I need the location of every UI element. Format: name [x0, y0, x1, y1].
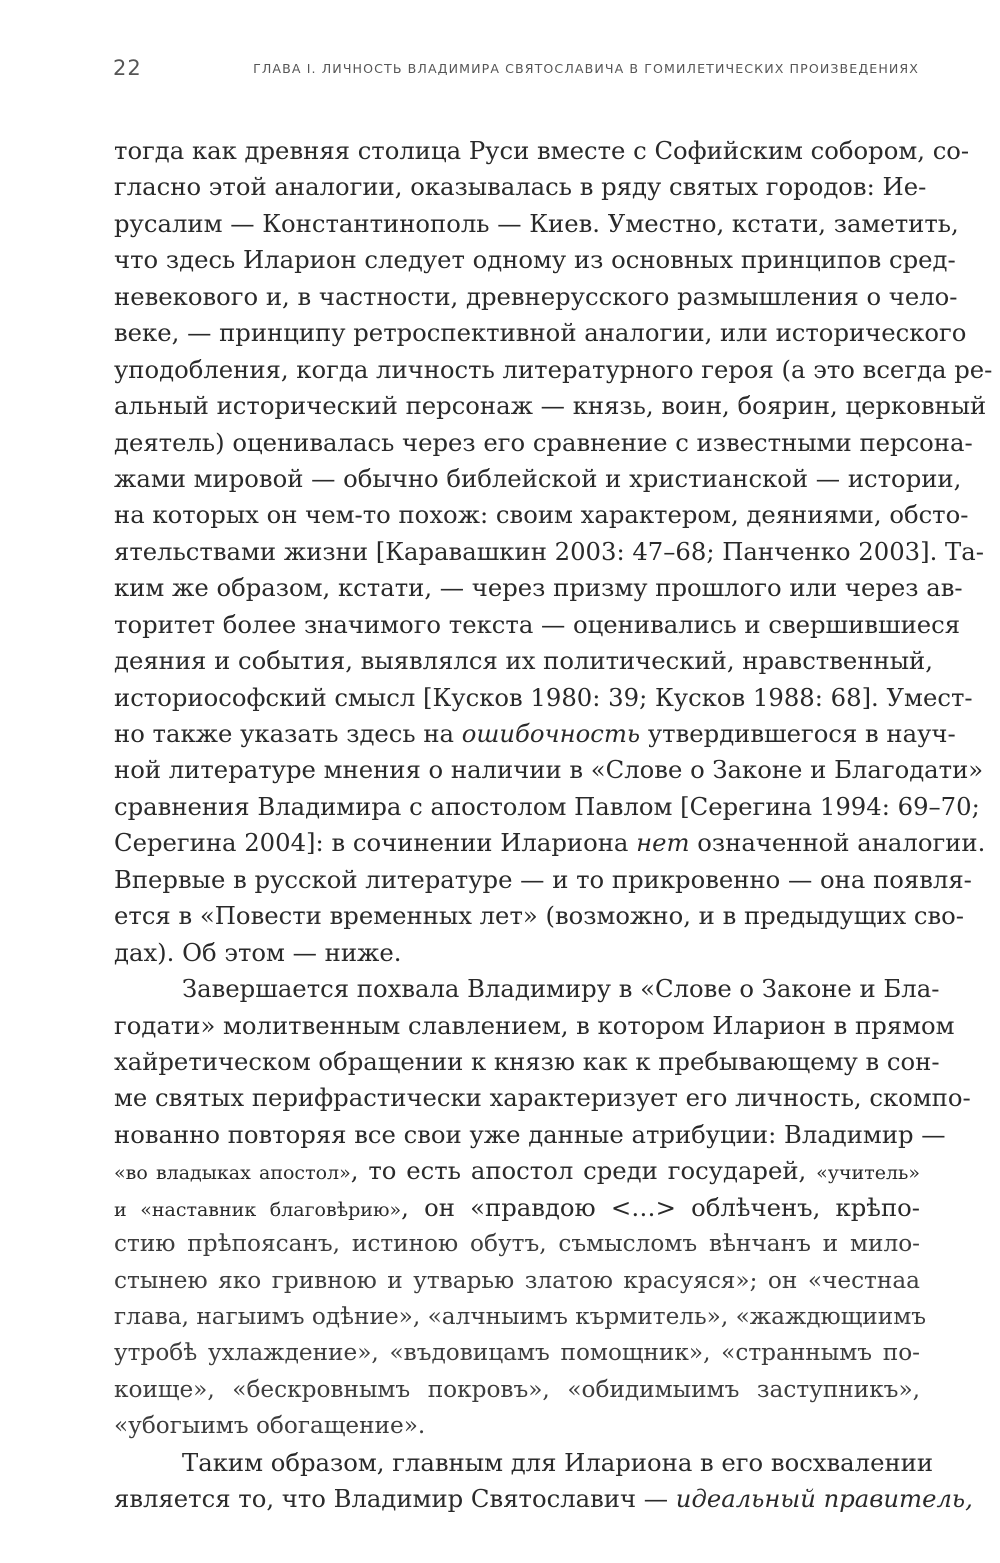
text-line: альный исторический персонаж — князь, воин, боярин, церковный — [114, 391, 987, 421]
text-line: гласно этой аналогии, оказывалась в ряду святых городов: Ие- — [114, 172, 927, 202]
text-line: годати» молитвенным славлением, в котором Иларион в прямом — [114, 1010, 955, 1040]
emphasis-text: ошибочность — [461, 719, 641, 748]
running-header — [113, 58, 919, 82]
text-line — [114, 825, 986, 861]
text-line: хайретическом обращении к князю как к пребывающему в сон- — [114, 1046, 940, 1076]
old-russian-quote: «учитель» — [816, 1162, 920, 1185]
page-number: 22 — [113, 56, 142, 80]
text-line: на которых он чем-то похож: своим характером, деяниями, обсто- — [114, 500, 969, 530]
text-line: тогда как древняя столица Руси вместе с Софийским собором, со- — [114, 136, 970, 165]
text-run: но также указать здесь на — [114, 719, 462, 748]
text-line — [114, 716, 956, 752]
old-russian-quote-line: глава, нагыимъ одѣние», «алчныимъ кърмитель», «жаждющиимъ — [114, 1303, 926, 1330]
text-line — [114, 1153, 920, 1189]
text-line: ется в «Повести временных лет» (возможно, и в предыдущих сво- — [114, 901, 964, 931]
text-line: нованно повторяя все свои уже данные атрибуции: Владимир — — [114, 1119, 946, 1149]
emphasis-text: нет — [636, 828, 690, 858]
text-run: означенной аналогии. — [689, 828, 986, 858]
old-russian-quote-line: стию прѣпоясанъ, истиною обутъ, съмысломъ вѣнчанъ и мило- — [114, 1230, 920, 1258]
old-russian-quote-line: «убогыимъ обогащение». — [114, 1412, 426, 1440]
text-line — [114, 1481, 973, 1517]
text-line: невекового и, в частности, древнерусского размышления о чело- — [114, 281, 958, 311]
text-run: Серегина 2004]: в сочинении Илариона — [114, 828, 637, 858]
old-russian-quote: и «наставник благовѣрию» — [114, 1198, 402, 1221]
old-russian-quote: «во владыках апостол» — [114, 1162, 351, 1185]
text-line: ятельствами жизни [Каравашкин 2003: 47–68; Панченко 2003]. Та- — [114, 536, 984, 566]
emphasis-text: идеальный правитель, — [675, 1484, 973, 1514]
text-run: ; он «честнаа — [749, 1266, 920, 1294]
text-line: деятель) оценивалась через его сравнение с известными персона- — [114, 427, 973, 457]
old-russian-quote-line — [114, 1263, 920, 1299]
text-run: является то, что Владимир Святославич — — [114, 1484, 676, 1514]
text-line: ме святых перифрастически характеризует его личность, скомпо- — [114, 1083, 971, 1113]
text-line: историософский смысл [Кусков 1980: 39; Кусков 1988: 68]. Умест- — [114, 682, 973, 712]
paragraph-first-line: Таким образом, главным для Илариона в его восхвалении — [182, 1447, 934, 1477]
old-russian-quote: , он «правдою <…> облѣченъ, крѣпо- — [401, 1192, 920, 1222]
text-run: утвердившегося в науч- — [640, 719, 956, 748]
text-line: русалим — Константинополь — Киев. Уместно, кстати, заметить, — [114, 208, 959, 238]
text-line: жами мировой — обычно библейской и христианской — истории, — [114, 463, 962, 493]
text-line: уподобления, когда личность литературного героя (а это всегда ре- — [114, 354, 993, 384]
text-run: , то есть апостол среди государей, — [350, 1156, 817, 1186]
text-line: деяния и события, выявлялся их политический, нравственный, — [114, 646, 933, 676]
old-russian-quote-line: утробѣ ухлаждение», «въдовицамъ помощник», «страннымъ по- — [114, 1339, 920, 1367]
text-line: ной литературе мнения о наличии в «Слове о Законе и Благодати» — [114, 755, 984, 785]
text-line: ким же образом, кстати, — через призму прошлого или через ав- — [114, 573, 963, 603]
text-line: торитет более значимого текста — оценивались и свершившиеся — [114, 609, 961, 639]
text-line: сравнения Владимира с апостолом Павлом [Серегина 1994: 69–70; — [114, 791, 980, 821]
running-title: ГЛАВА I. ЛИЧНОСТЬ ВЛАДИМИРА СВЯТОСЛАВИЧА В ГОМИЛЕТИЧЕСКИХ ПРОИЗВЕДЕНИЯХ — [253, 61, 919, 76]
old-russian-quote-line: коище», «бескровнымъ покровъ», «обидимыимъ заступникъ», — [114, 1375, 920, 1403]
paragraph-first-line: Завершается похвала Владимиру в «Слове о Законе и Бла- — [182, 974, 940, 1004]
text-line: дах). Об этом — ниже. — [114, 937, 402, 967]
old-russian-quote: стынею яко гривною и утварью златою красуяся» — [114, 1266, 750, 1294]
text-line: что здесь Иларион следует одному из основных принципов сред- — [114, 245, 956, 275]
text-line — [114, 1190, 920, 1226]
text-line: веке, — принципу ретроспективной аналогии, или исторического — [114, 318, 967, 348]
text-line: Впервые в русской литературе — и то прикровенно — она появля- — [114, 864, 972, 894]
body-text — [114, 133, 993, 1518]
